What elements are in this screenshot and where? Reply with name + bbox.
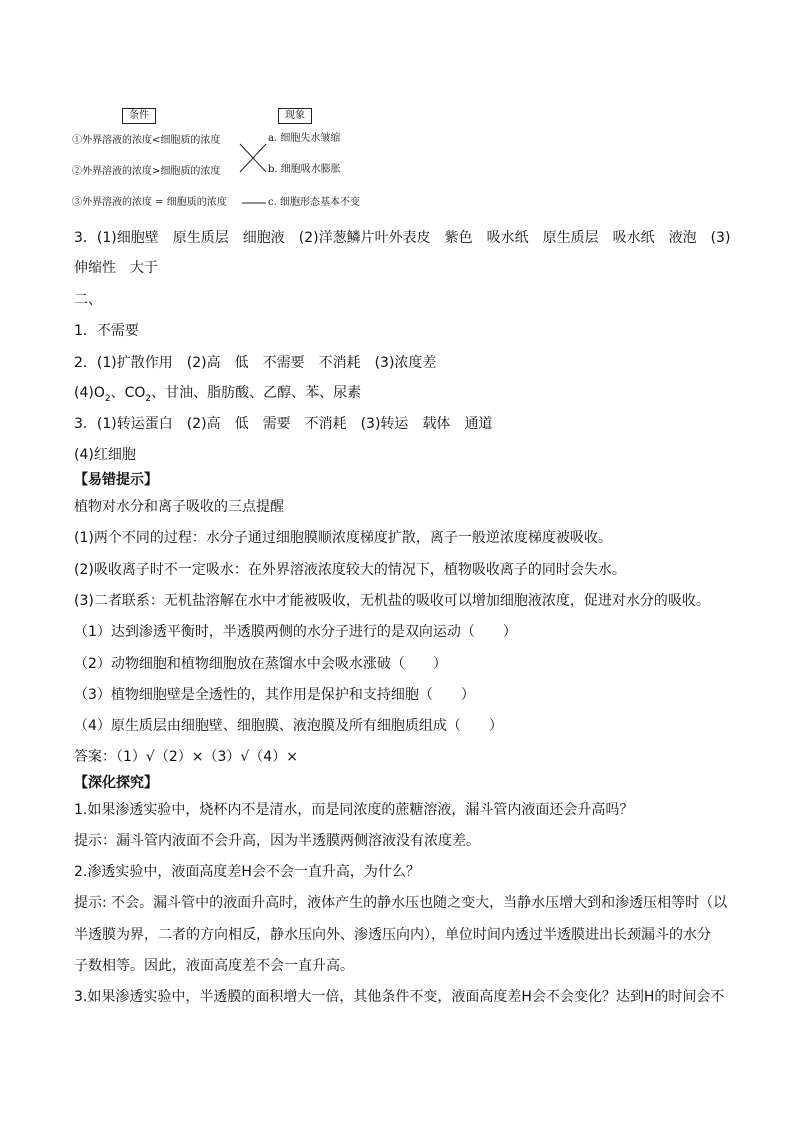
deep-answer: 子数相等。因此，液面高度差不会一直升高。 <box>74 958 354 974</box>
subscript: 2 <box>104 393 111 404</box>
answer-part: 液泡 <box>668 230 697 246</box>
answer-part: (3)转运 <box>360 416 409 432</box>
deep-answer: 提示: 不会。漏斗管中的液面升高时，液体产生的静水压也随之变大，当静水压增大到和渗透压相等时（以 <box>74 895 728 911</box>
tips-subtitle: 植物对水分和离子吸收的三点提醒 <box>74 499 284 515</box>
answer-part: (3) <box>710 230 731 246</box>
answer-line <box>74 383 361 403</box>
answer-part: (2)高 <box>186 355 221 371</box>
answer-part: 需要 <box>262 416 291 432</box>
section-heading: 二、 <box>74 292 102 308</box>
phenomenon-a: a. 细胞失水皱缩 <box>268 133 341 144</box>
answer-part: 吸水纸 <box>612 230 655 246</box>
phenomenon-header: 现象 <box>278 108 312 124</box>
condition-3: ③外界溶液的浓度 = 细胞质的浓度 <box>72 197 227 208</box>
answer-part: 2．(1)扩散作用 <box>74 355 173 371</box>
answer-part: 原生质层 <box>542 230 599 246</box>
answer-line <box>74 414 506 434</box>
subscript: 2 <box>145 393 152 404</box>
answer-line <box>74 353 450 373</box>
condition-1: ①外界溶液的浓度<细胞质的浓度 <box>72 135 221 146</box>
deep-question: 3.如果渗透实验中，半透膜的面积增大一倍，其他条件不变，液面高度差H会不会变化？达到H的时间会不 <box>74 989 725 1005</box>
answer-line <box>74 228 744 248</box>
answer-line: (4)红细胞 <box>74 447 136 463</box>
answer-part: 伸缩性 <box>74 260 116 276</box>
phenomenon-c: c. 细胞形态基本不变 <box>268 197 360 208</box>
deep-answer: 半透膜为界，二者的方向相反，静水压向外、渗透压向内），单位时间内透过半透膜进出长颈漏斗的水分 <box>74 927 711 943</box>
deep-question: 1.如果渗透实验中，烧杯内不是清水，而是同浓度的蔗糖溶液，漏斗管内液面还会升高吗？ <box>74 802 634 818</box>
answer-part: 3．(1)转运蛋白 <box>74 416 173 432</box>
deep-question: 2.渗透实验中，液面高度差H会不会一直升高，为什么？ <box>74 864 420 880</box>
phenomenon-b: b. 细胞吸水膨胀 <box>268 164 341 175</box>
answer-part: 、甘油、脂肪酸、乙醇、苯、尿素 <box>151 385 362 401</box>
osmosis-condition-diagram <box>72 104 392 214</box>
answer-part: 不消耗 <box>304 416 347 432</box>
deep-answer: 提示：漏斗管内液面不会升高，因为半透膜两侧溶液没有浓度差。 <box>74 833 480 849</box>
answer-part: 原生质层 <box>172 230 229 246</box>
answer-part: 低 <box>234 355 249 371</box>
condition-header: 条件 <box>122 108 156 124</box>
tips-heading: 【易错提示】 <box>74 472 158 488</box>
answer-key: 答案：（1）√（2）×（3）√（4）× <box>74 749 298 765</box>
answer-part: 吸水纸 <box>486 230 529 246</box>
answer-line: 1．不需要 <box>74 323 139 339</box>
judgement-item: （1）达到渗透平衡时，半透膜两侧的水分子进行的是双向运动（ ） <box>74 624 517 640</box>
judgement-item: （3）植物细胞壁是全透性的，其作用是保护和支持细胞（ ） <box>74 687 475 703</box>
deep-heading: 【深化探究】 <box>74 775 158 791</box>
answer-part: 3．(1)细胞壁 <box>74 230 159 246</box>
tip-point: (3)二者联系：无机盐溶解在水中才能被吸收，无机盐的吸收可以增加细胞液浓度，促进对水分的吸收。 <box>74 593 710 609</box>
answer-part: (4)O <box>74 385 105 401</box>
tip-point: (1)两个不同的过程：水分子通过细胞膜顺浓度梯度扩散，离子一般逆浓度梯度被吸收。 <box>74 530 612 546</box>
answer-part: 低 <box>234 416 249 432</box>
answer-part: 、CO <box>110 385 146 401</box>
answer-line <box>74 258 172 278</box>
judgement-item: （4）原生质层由细胞壁、细胞膜、液泡膜及所有细胞质组成（ ） <box>74 718 503 734</box>
condition-2: ②外界溶液的浓度>细胞质的浓度 <box>72 166 221 177</box>
answer-part: 不需要 <box>262 355 305 371</box>
answer-part: (3)浓度差 <box>374 355 437 371</box>
answer-part: (2)洋葱鳞片叶外表皮 <box>298 230 431 246</box>
answer-part: 不消耗 <box>318 355 361 371</box>
judgement-item: （2）动物细胞和植物细胞放在蒸馏水中会吸水涨破（ ） <box>74 656 447 672</box>
answer-part: 紫色 <box>444 230 473 246</box>
tip-point: (2)吸收离子时不一定吸水：在外界溶液浓度较大的情况下，植物吸收离子的同时会失水。 <box>74 562 626 578</box>
answer-part: 大于 <box>130 260 158 276</box>
answer-part: 通道 <box>464 416 493 432</box>
answer-part: 载体 <box>422 416 451 432</box>
answer-part: (2)高 <box>186 416 221 432</box>
answer-part: 细胞液 <box>242 230 285 246</box>
